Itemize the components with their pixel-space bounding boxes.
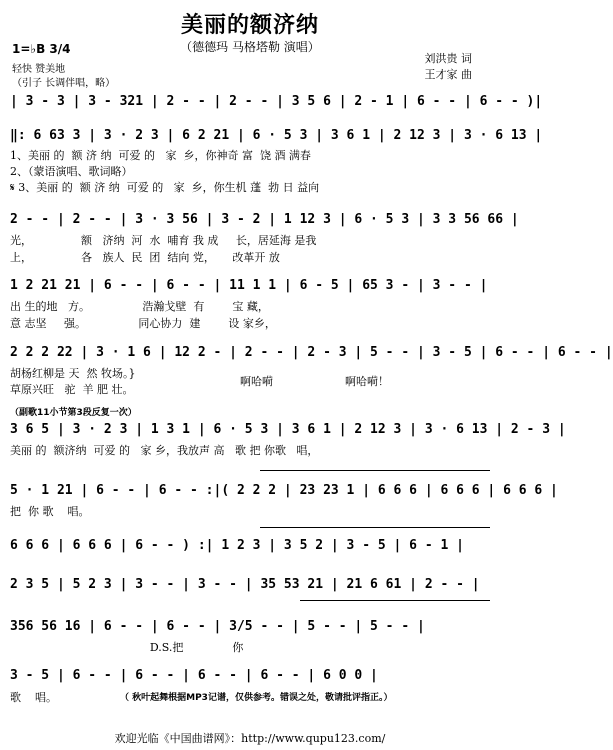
score-line-1: | 3 - 3 | 3 - 321 | 2 - - | 2 - - | 3 5 6 | 2 - 1 | 6 - - | 6 - - )| xyxy=(10,94,543,109)
composer-credit: 王才家 曲 xyxy=(424,68,472,81)
score-line-3: 2 - - | 2 - - | 3 · 3 56 | 3 - 2 | 1 12 3 | 6 · 5 3 | 3 3 56 66 | xyxy=(10,212,519,227)
lyrics-line: 𝄋 3、美丽 的 额 济 纳 可爱 的 家 乡，你生机 蓬 勃 日 益向 xyxy=(10,181,320,194)
score-line-9: 2 3 5 | 5 2 3 | 3 - - | 3 - - | 35 53 21 | 21 6 61 | 2 - - | xyxy=(10,577,480,592)
lyrics-line: 光， 额 济纳 河 水 哺育 我 成 长，居延海 是我 xyxy=(10,234,317,247)
lyricist-credit: 刘洪贵 词 xyxy=(424,52,472,65)
repeat-note: （副歌11小节第3段反复一次） xyxy=(10,408,137,418)
lyrics-line: 把 你 歌 唱。 xyxy=(10,505,90,518)
score-line-8: 6 6 6 | 6 6 6 | 6 - - ) :| 1 2 3 | 3 5 2 | 3 - 5 | 6 - 1 | xyxy=(10,538,464,553)
lyrics-line: 1、美丽 的 额 济 纳 可爱 的 家 乡，你神奇 富 饶 酒 满春 xyxy=(10,149,311,162)
song-title: 美丽的额济纳 xyxy=(180,13,319,38)
score-line-5: 2 2 2 22 | 3 · 1 6 | 12 2 - | 2 - - | 2 - 3 | 5 - - | 3 - 5 | 6 - - | 6 - - | xyxy=(10,345,613,360)
song-subtitle: （德德玛 马格塔勒 演唱） xyxy=(180,40,320,54)
volta-bracket xyxy=(300,600,490,601)
intro-note: （引子 长调伴唱，略） xyxy=(12,78,116,89)
lyrics-line: D.S.把 你 xyxy=(10,641,244,654)
lyrics-line: 草原兴旺 驼 羊 肥 壮。 xyxy=(10,383,134,396)
key-signature: 1=♭B 3/4 xyxy=(12,42,71,56)
lyrics-line: 上， 各 族人 民 团 结向 党， 改革开 放 xyxy=(10,251,280,264)
transcription-note: （ 秋叶起舞根据MP3记谱，仅供参考。错误之处，敬请批评指正。） xyxy=(120,693,393,703)
footer-text: 欢迎光临《中国曲谱网》：http://www.qupu123.com/ xyxy=(114,732,386,745)
tempo-marking: 轻快 赞美地 xyxy=(12,64,66,75)
lyrics-line: 美丽 的 额济纳 可爱 的 家 乡，我放声 高 歌 把 你歌 唱， xyxy=(10,444,319,457)
lyrics-line: 意 志坚 强。 同心协力 建 设 家乡， xyxy=(10,317,276,330)
ahaha-2: 啊哈嗬！ xyxy=(345,375,389,388)
lyrics-line: 歌 唱。 xyxy=(10,691,57,704)
score-line-7: 5 · 1 21 | 6 - - | 6 - - :|( 2 2 2 | 23 23 1 | 6 6 6 | 6 6 6 | 6 6 6 | xyxy=(10,483,558,498)
score-line-6: 3 6 5 | 3 · 2 3 | 1 3 1 | 6 · 5 3 | 3 6 1 | 2 12 3 | 3 · 6 13 | 2 - 3 | xyxy=(10,422,566,437)
score-line-4: 1 2 21 21 | 6 - - | 6 - - | 11 1 1 | 6 - 5 | 65 3 - | 3 - - | xyxy=(10,278,488,293)
volta-bracket xyxy=(260,470,490,471)
ahaha-1: 啊哈嗬 xyxy=(240,375,273,388)
lyrics-line: 2、（蒙语演唱、歌词略） xyxy=(10,165,133,178)
volta-bracket xyxy=(260,527,490,528)
lyrics-line: 出 生的地 方。 浩瀚戈壁 有 宝 藏， xyxy=(10,300,269,313)
score-line-11: 3 - 5 | 6 - - | 6 - - | 6 - - | 6 - - | 6 0 0 | xyxy=(10,668,378,683)
lyrics-line: 胡杨红柳是 天 然 牧场。} xyxy=(10,367,136,380)
score-line-2: ‖: 6 63 3 | 3 · 2 3 | 6 2 21 | 6 · 5 3 | 3 6 1 | 2 12 3 | 3 · 6 13 | xyxy=(10,128,543,143)
score-line-10: 356 56 16 | 6 - - | 6 - - | 3/5 - - | 5 - - | 5 - - | xyxy=(10,619,425,634)
